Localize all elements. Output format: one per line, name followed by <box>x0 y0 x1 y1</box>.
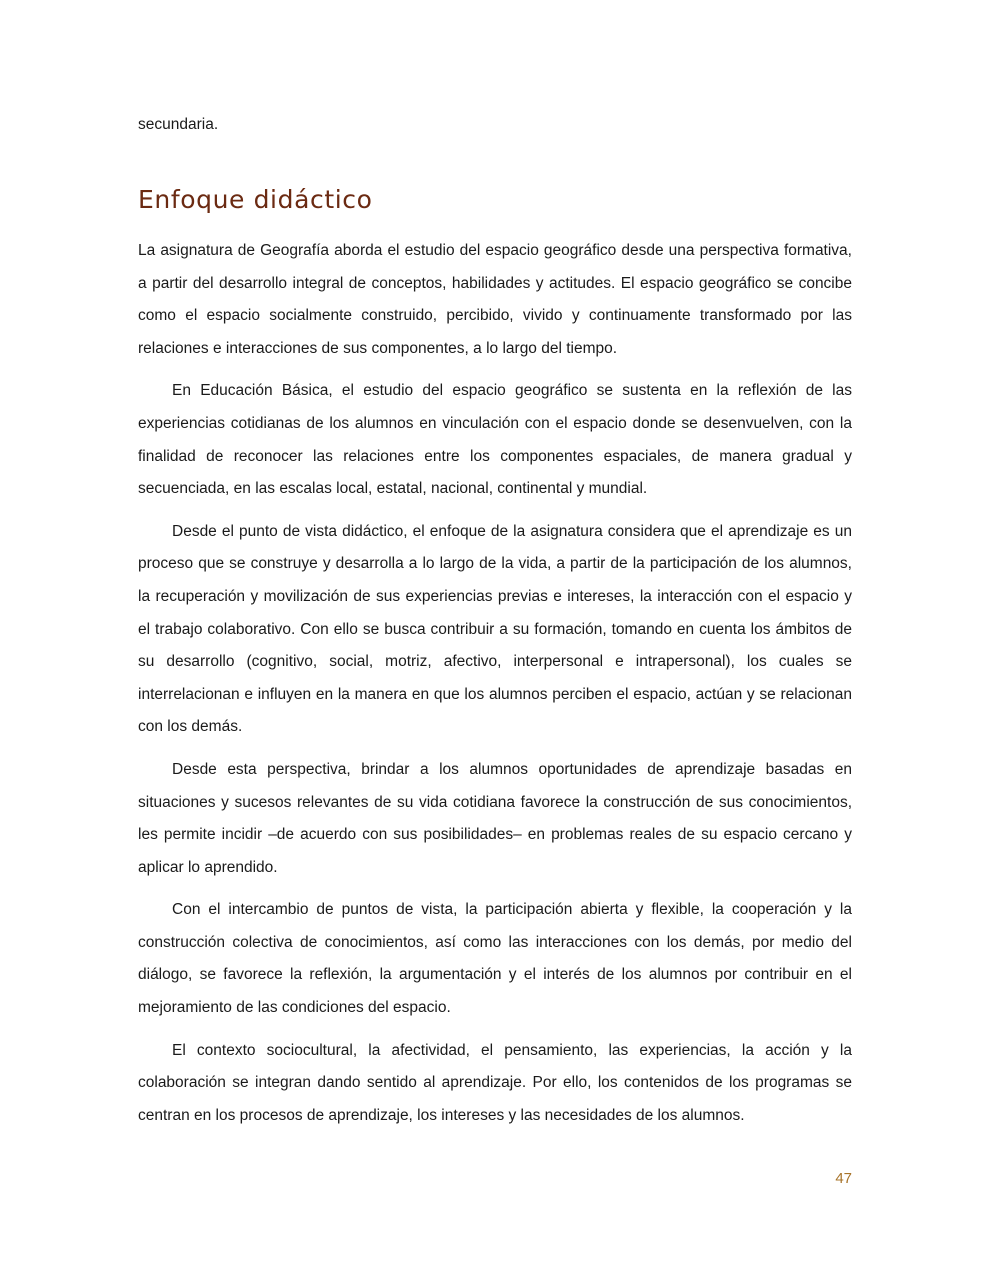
paragraph: El contexto sociocultural, la afectividad, el pensamiento, las experiencias, la acción y la colaboración se integran dando sentido al aprendizaje. Por ello, los contenidos de los programas se centran en los procesos de aprendizaje, los intereses y las necesidades de los alumnos. <box>138 1041 852 1124</box>
paragraph: Desde el punto de vista didáctico, el enfoque de la asignatura considera que el aprendizaje es un proceso que se construye y desarrolla a lo largo de la vida, a partir de la participación de los alumnos, la recuperación y movilización de sus experiencias previas e intereses, la interacción con el espacio y el trabajo colaborativo. Con ello se busca contribuir a su formación, tomando en cuenta los ámbitos de su desarrollo (cognitivo, social, motriz, afectivo, interpersonal e intrapersonal), los cuales se interrelacionan e influyen en la manera en que los alumnos perciben el espacio, actúan y se relacionan con los demás. <box>138 522 852 736</box>
page-number: 47 <box>835 1170 852 1187</box>
paragraph: Desde esta perspectiva, brindar a los alumnos oportunidades de aprendizaje basadas en situaciones y sucesos relevantes de su vida cotidiana favorece la construcción de sus conocimientos, les permite incidir –de acuerdo con sus posibilidades– en problemas reales de su espacio cercano y aplicar lo aprendido. <box>138 760 852 876</box>
continued-text: secundaria. <box>138 116 219 133</box>
paragraph: En Educación Básica, el estudio del espacio geográfico se sustenta en la reflexión de las experiencias cotidianas de los alumnos en vinculación con el espacio donde se desenvuelven, con la finalidad de reconocer las relaciones entre los componentes espaciales, de manera gradual y secuenciada, en las escalas local, estatal, nacional, continental y mundial. <box>138 382 852 498</box>
paragraph: Con el intercambio de puntos de vista, la participación abierta y flexible, la cooperación y la construcción colectiva de conocimientos, así como las interacciones con los demás, por medio del diálogo, se favorece la reflexión, la argumentación y el interés de los alumnos por contribuir en el mejoramiento de las condiciones del espacio. <box>138 901 852 1017</box>
paragraph: La asignatura de Geografía aborda el estudio del espacio geográfico desde una perspectiva formativa, a partir del desarrollo integral de conceptos, habilidades y actitudes. El espacio geográfico se concibe como el espacio socialmente construido, percibido, vivido y continuamente transformado por las relaciones e interacciones de sus componentes, a lo largo del tiempo. <box>138 242 852 357</box>
section-heading: Enfoque didáctico <box>138 185 373 214</box>
body-text <box>138 235 852 1142</box>
